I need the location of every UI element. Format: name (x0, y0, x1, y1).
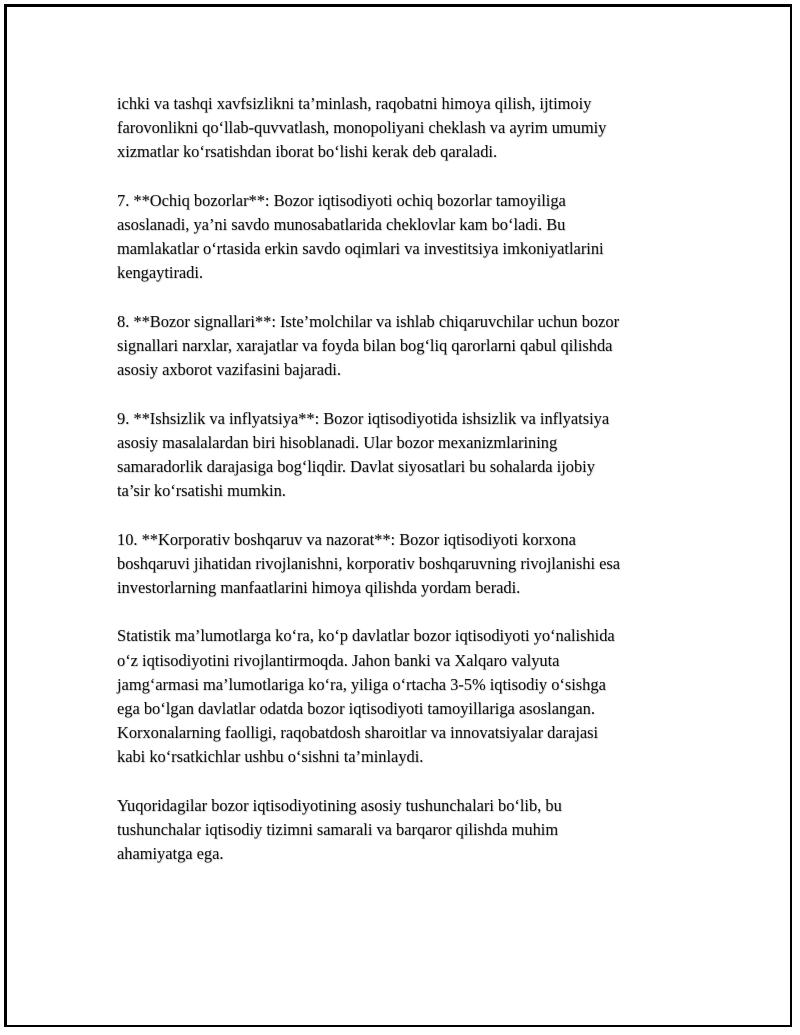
text-line: asosiy axborot vazifasini bajaradi. (117, 360, 341, 380)
paragraph-corporate-governance (117, 528, 687, 601)
text-line: asosiy masalalardan biri hisoblanadi. Ular bozor mexanizmlarining (117, 432, 558, 452)
paragraph-statistics (117, 624, 687, 769)
paragraph-conclusion (117, 794, 687, 867)
text-line: kengaytiradi. (117, 263, 204, 283)
paragraph-market-signals (117, 310, 687, 383)
text-line: 7. **Ochiq bozorlar**: Bozor iqtisodiyoti ochiq bozorlar tamoyiliga (117, 190, 566, 210)
text-line: ega bo‘lgan davlatlar odatda bozor iqtisodiyoti tamoyillariga asoslangan. (117, 699, 595, 718)
text-line: mamlakatlar o‘rtasida erkin savdo oqimlari va investitsiya imkoniyatlarini (117, 239, 604, 259)
text-line: 9. **Ishsizlik va inflyatsiya**: Bozor iqtisodiyotida ishsizlik va inflyatsiya (117, 408, 610, 428)
text-line: ahamiyatga ega. (117, 844, 224, 864)
text-line: asoslanadi, ya’ni savdo munosabatlarida cheklovlar kam bo‘ladi. Bu (117, 215, 566, 234)
text-line: farovonlikni qo‘llab-quvvatlash, monopoliyani cheklash va ayrim umumiy (117, 118, 607, 138)
text-line: kabi ko‘rsatkichlar ushbu o‘sishni ta’minlaydi. (117, 747, 424, 767)
text-line: boshqaruvi jihatidan rivojlanishni, korporativ boshqaruvning rivojlanishi esa (117, 553, 621, 573)
text-line: investorlarning manfaatlarini himoya qilishda yordam beradi. (117, 578, 521, 597)
text-line: tushunchalar iqtisodiy tizimni samarali va barqaror qilishda muhim (117, 820, 559, 839)
text-line: jamg‘armasi ma’lumotlariga ko‘ra, yiliga o‘rtacha 3-5% iqtisodiy o‘sishga (117, 674, 606, 694)
text-line: signallari narxlar, xarajatlar va foyda bilan bog‘liq qarorlarni qabul qilishda (117, 336, 613, 355)
text-line: o‘z iqtisodiyotini rivojlantirmoqda. Jahon banki va Xalqaro valyuta (117, 650, 560, 670)
text-line: 10. **Korporativ boshqaruv va nazorat**: Bozor iqtisodiyoti korxona (117, 529, 576, 549)
paragraph-unemployment-inflation (117, 407, 687, 504)
paragraph-open-markets (117, 189, 687, 286)
text-line: xizmatlar ko‘rsatishdan iborat bo‘lishi kerak deb qaraladi. (117, 142, 498, 162)
text-line: ta’sir ko‘rsatishi mumkin. (117, 481, 286, 501)
text-line: Korxonalarning faolligi, raqobatdosh sharoitlar va innovatsiyalar darajasi (117, 723, 599, 743)
text-line: Statistik ma’lumotlarga ko‘ra, ko‘p davlatlar bozor iqtisodiyoti yo‘nalishida (117, 626, 615, 646)
text-line: Yuqoridagilar bozor iqtisodiyotining asosiy tushunchalari bo‘lib, bu (117, 795, 562, 815)
text-line: 8. **Bozor signallari**: Iste’molchilar va ishlab chiqaruvchilar uchun bozor (117, 311, 620, 331)
text-line: samaradorlik darajasiga bog‘liqdir. Davlat siyosatlari bu sohalarda ijobiy (117, 457, 595, 476)
paragraph-intro-continuation (117, 92, 687, 165)
text-line: ichki va tashqi xavfsizlikni ta’minlash, raqobatni himoya qilish, ijtimoiy (117, 94, 592, 113)
document-body (117, 92, 687, 891)
